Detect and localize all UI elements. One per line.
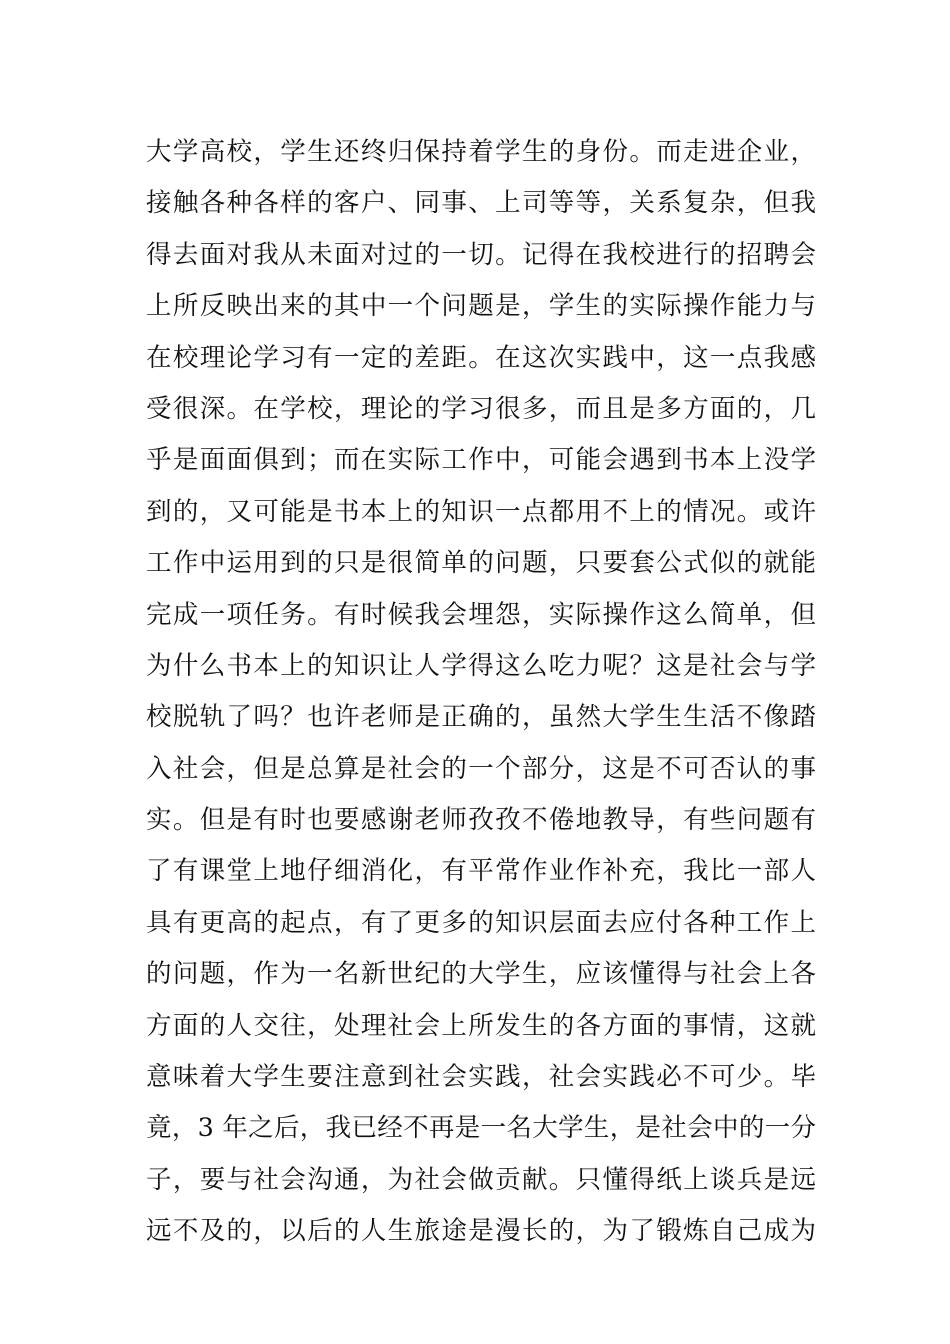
text-line-4: 上所反映出来的其中一个问题是，学生的实际操作能力与 bbox=[146, 291, 816, 322]
body-paragraph bbox=[146, 127, 816, 1258]
text-line-12: 校脱轨了吗？也许老师是正确的，虽然大学生生活不像踏 bbox=[146, 702, 816, 733]
text-line-18: 方面的人交往，处理社会上所发生的各方面的事情，这就 bbox=[146, 1010, 816, 1041]
text-line-3: 得去面对我从未面对过的一切。记得在我校进行的招聘会 bbox=[146, 239, 816, 270]
text-line-9: 工作中运用到的只是很简单的问题，只要套公式似的就能 bbox=[146, 548, 816, 579]
text-line-7: 乎是面面俱到；而在实际工作中，可能会遇到书本上没学 bbox=[146, 445, 816, 476]
text-line-15: 了有课堂上地仔细消化，有平常作业作补充，我比一部人 bbox=[146, 856, 816, 887]
text-line-13: 入社会，但是总算是社会的一个部分，这是不可否认的事 bbox=[146, 753, 816, 784]
text-line-17: 的问题，作为一名新世纪的大学生，应该懂得与社会上各 bbox=[146, 959, 816, 990]
text-line-5: 在校理论学习有一定的差距。在这次实践中，这一点我感 bbox=[146, 342, 816, 373]
text-line-6: 受很深。在学校，理论的学习很多，而且是多方面的，几 bbox=[146, 393, 816, 424]
text-line-14: 实。但是有时也要感谢老师孜孜不倦地教导，有些问题有 bbox=[146, 805, 816, 836]
text-line-16: 具有更高的起点，有了更多的知识层面去应付各种工作上 bbox=[146, 907, 816, 938]
text-line-20: 竟，3 年之后，我已经不再是一名大学生，是社会中的一分 bbox=[146, 1113, 816, 1144]
text-line-19: 意味着大学生要注意到社会实践，社会实践必不可少。毕 bbox=[146, 1062, 816, 1093]
text-line-11: 为什么书本上的知识让人学得这么吃力呢？这是社会与学 bbox=[146, 650, 816, 681]
text-line-8: 到的，又可能是书本上的知识一点都用不上的情况。或许 bbox=[146, 496, 816, 527]
text-line-10: 完成一项任务。有时候我会埋怨，实际操作这么简单，但 bbox=[146, 599, 816, 630]
text-line-21: 子，要与社会沟通，为社会做贡献。只懂得纸上谈兵是远 bbox=[146, 1164, 816, 1195]
text-line-1: 大学高校，学生还终归保持着学生的身份。而走进企业， bbox=[146, 137, 816, 167]
text-line-2: 接触各种各样的客户、同事、上司等等，关系复杂，但我 bbox=[146, 188, 816, 219]
text-line-22: 远不及的，以后的人生旅途是漫长的，为了锻炼自己成为 bbox=[146, 1216, 816, 1247]
